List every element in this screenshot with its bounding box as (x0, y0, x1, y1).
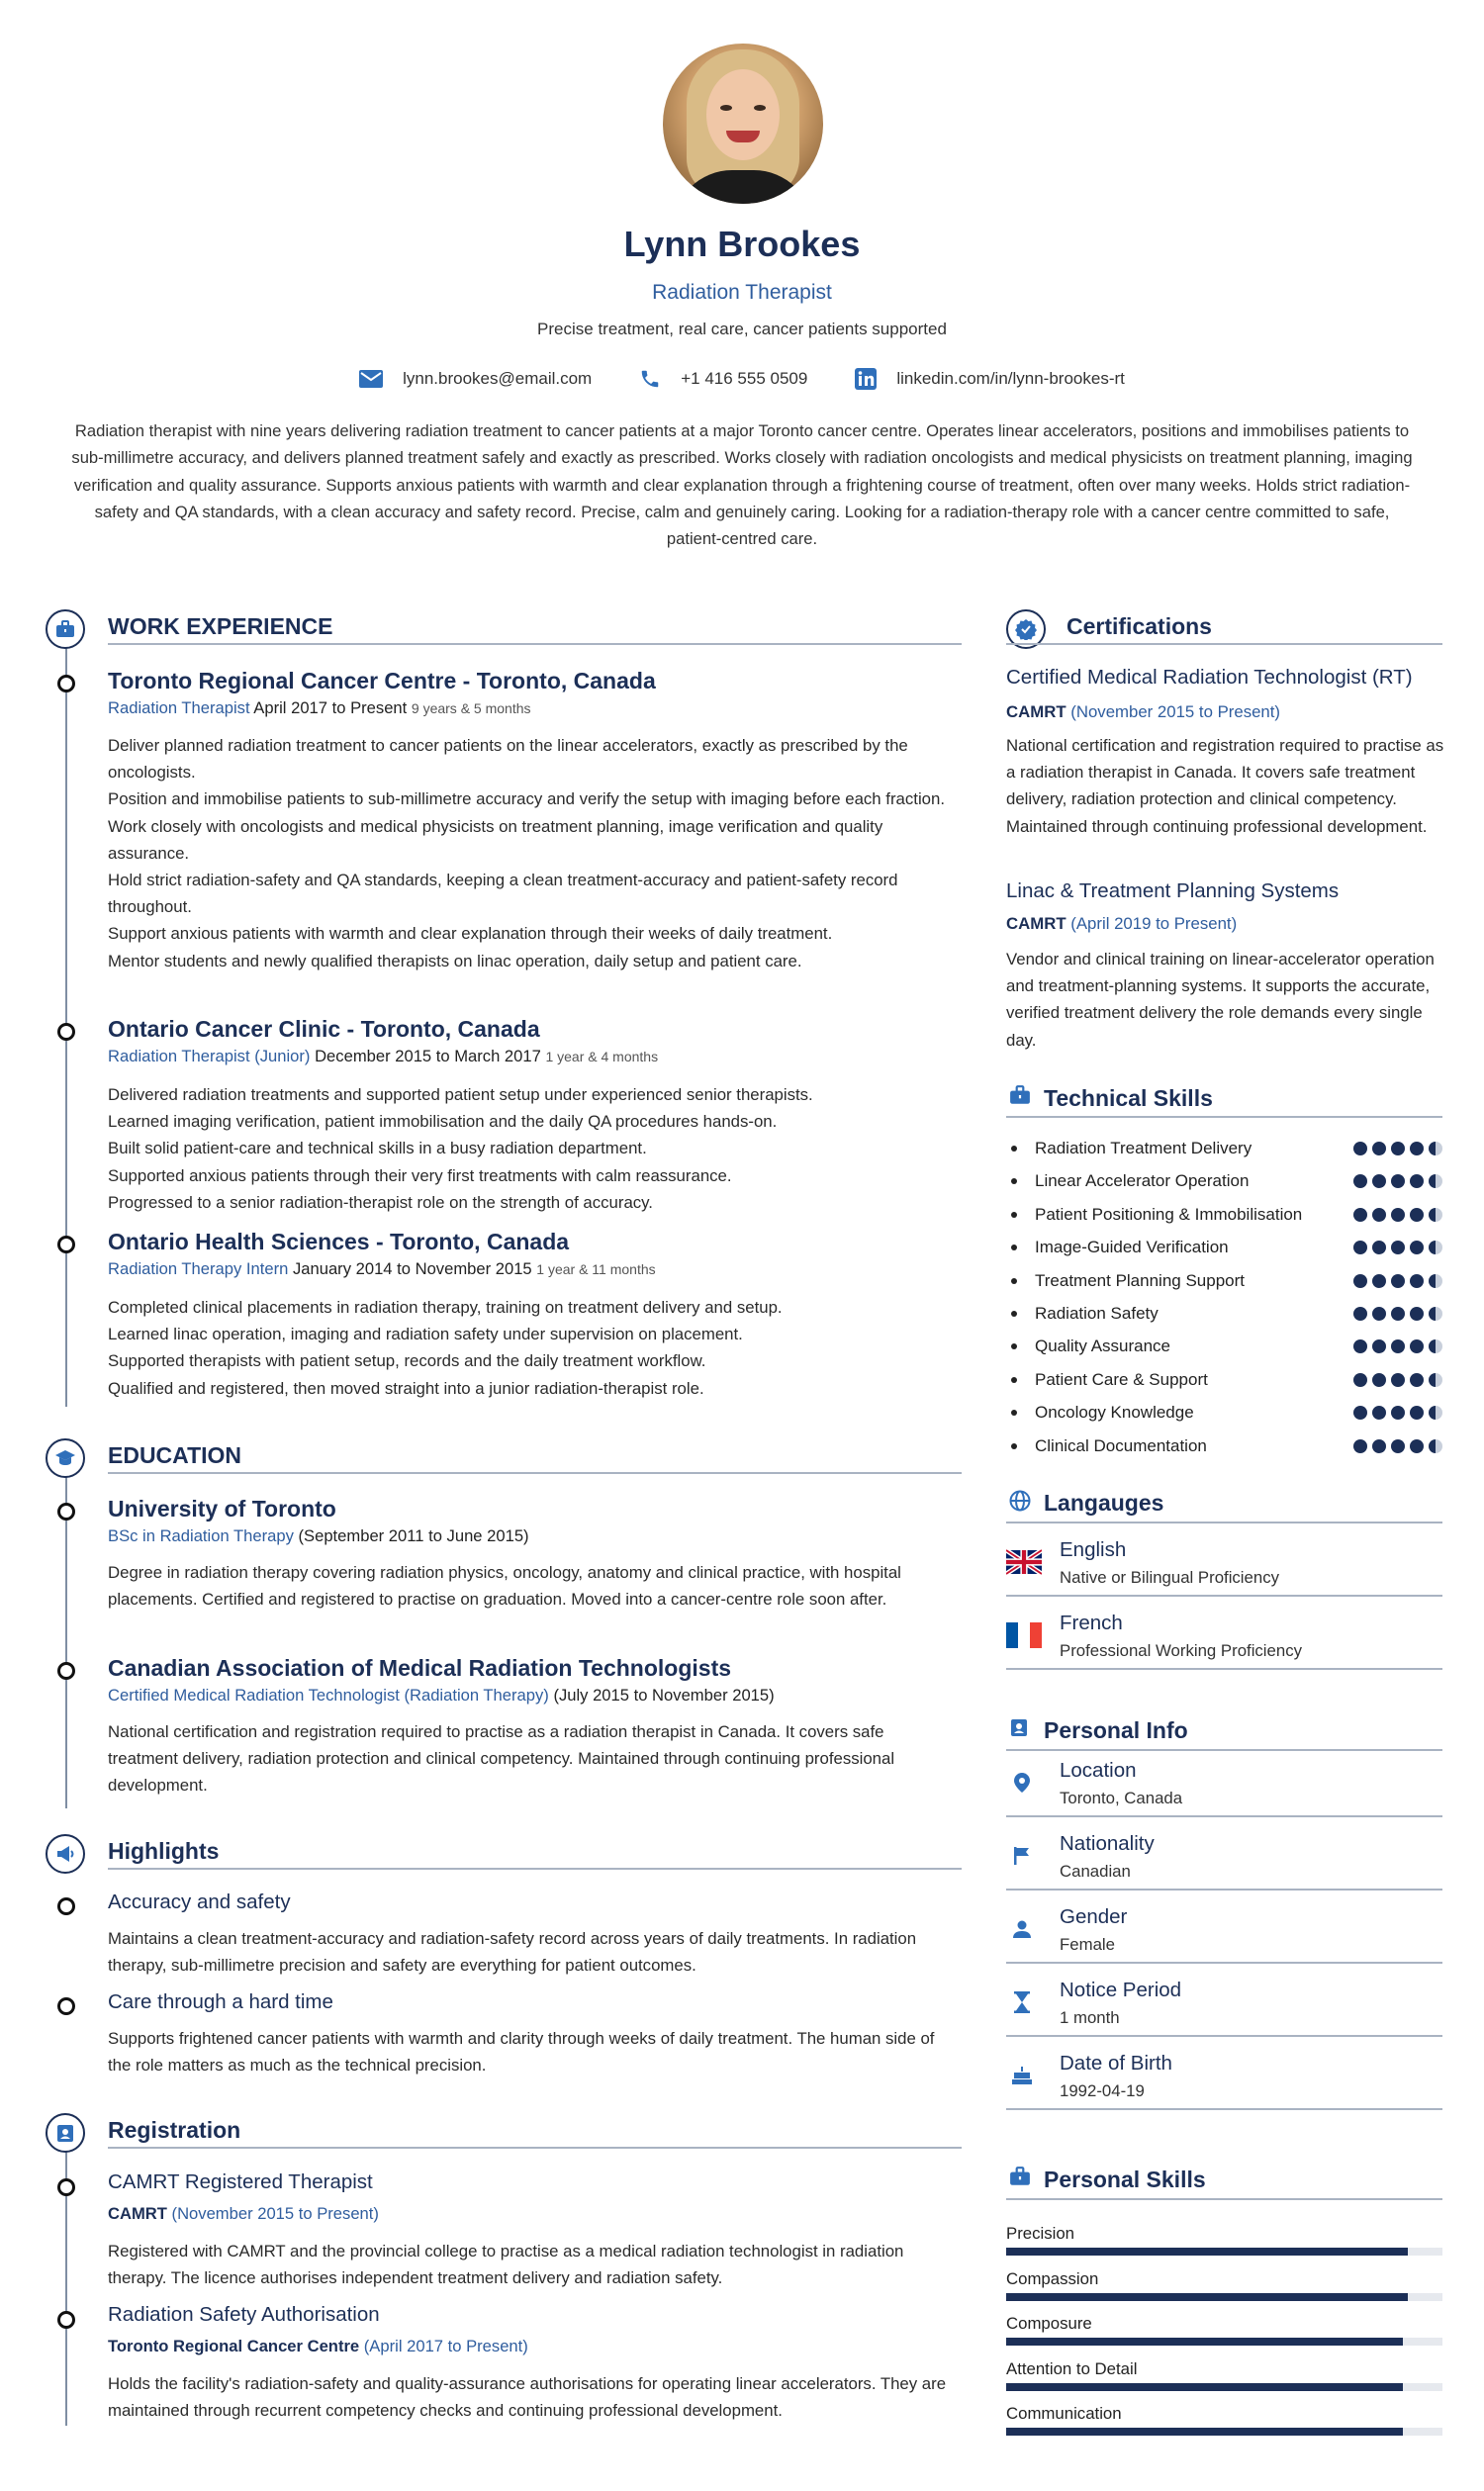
france-flag-icon (1006, 1622, 1042, 1648)
rating-dot (1353, 1241, 1367, 1254)
rating-dot (1429, 1373, 1442, 1387)
technical-skill-name: Treatment Planning Support (1035, 1270, 1245, 1290)
rating-dot (1372, 1241, 1386, 1254)
hourglass-icon (1009, 1989, 1035, 2015)
rating-dot (1410, 1241, 1424, 1254)
education-timeline (65, 1472, 67, 1808)
timeline-dot (57, 2311, 75, 2329)
rating-dot (1372, 1339, 1386, 1353)
timeline-dot (57, 1662, 75, 1680)
job-bullets (108, 1294, 959, 1402)
rating-dot (1429, 1208, 1442, 1222)
languages-icon (1009, 1490, 1031, 1517)
cake-icon (1009, 2063, 1035, 2088)
technical-skill-row (1011, 1168, 1442, 1194)
technical-skill-row (1011, 1202, 1442, 1228)
email-text: lynn.brookes@email.com (403, 369, 593, 388)
globe-icon (1009, 1490, 1031, 1512)
rating-dot (1429, 1439, 1442, 1453)
registration-title: CAMRT Registered Therapist (108, 2170, 373, 2193)
rating-dot (1410, 1373, 1424, 1387)
personal-skill-fill (1006, 2248, 1408, 2256)
linkedin-icon (855, 368, 877, 390)
rating-dot (1410, 1274, 1424, 1288)
technical-skill-name: Patient Positioning & Immobilisation (1035, 1204, 1303, 1224)
education-subline (108, 1526, 529, 1546)
rating-dot (1353, 1373, 1367, 1387)
personal-info-title: Personal Info (1044, 1717, 1188, 1743)
rating-dot (1410, 1439, 1424, 1453)
languages-title: Langauges (1044, 1490, 1164, 1516)
registration-body: Registered with CAMRT and the provincial college to practise as a medical radiation technologist in radiation therapy. The licence authorises independent treatment delivery and radiation safety. (108, 2242, 904, 2288)
info-label: Date of Birth (1060, 2052, 1172, 2075)
language-divider (1006, 1668, 1442, 1670)
skill-rating (1353, 1274, 1442, 1288)
registration-dates: (November 2015 to Present) (171, 2204, 379, 2223)
education-section-title: EDUCATION (108, 1442, 242, 1468)
technical-skill-name: Image-Guided Verification (1035, 1238, 1229, 1257)
personal-skill-bar (1006, 2428, 1442, 2436)
cert-subline (1006, 702, 1280, 722)
rating-dot (1410, 1406, 1424, 1420)
job-bullet: Progressed to a senior radiation-therapist role on the strength of accuracy. (108, 1192, 653, 1212)
info-divider (1006, 1889, 1442, 1891)
personal-skills-rule (1006, 2198, 1442, 2200)
contact-bar (0, 368, 1484, 390)
highlight-body: Maintains a clean treatment-accuracy and radiation-safety record across years of daily treatments. In radiation therapy, sub-millimetre precision and safety are everything for patient outcomes. (108, 1929, 917, 1976)
info-value: Female (1060, 1935, 1115, 1954)
location-pin-icon (1009, 1770, 1035, 1796)
person-icon (1009, 1916, 1035, 1942)
contact-linkedin[interactable] (855, 368, 1125, 390)
cert-body: Vendor and clinical training on linear-accelerator operation and treatment-planning systems. It supports the accurate, verified treatment delivery the role demands every single day. (1006, 950, 1435, 1050)
rating-dot (1372, 1439, 1386, 1453)
bullet (1011, 1178, 1017, 1184)
personal-skill-label: Precision (1006, 2224, 1075, 2243)
rating-dot (1410, 1339, 1424, 1353)
linkedin-text: linkedin.com/in/lynn-brookes-rt (896, 369, 1125, 388)
timeline-dot (57, 1503, 75, 1521)
job-bullet: Mentor students and newly qualified therapists on linac operation, daily setup and patient care. (108, 951, 802, 970)
job-title: Radiation Therapy Intern (108, 1259, 289, 1278)
id-badge-icon (56, 2123, 74, 2143)
candidate-role: Radiation Therapist (652, 281, 832, 304)
job-subline (108, 698, 531, 718)
certifications-section-title: Certifications (1067, 613, 1212, 639)
education-org: University of Toronto (108, 1496, 336, 1522)
job-duration: 9 years & 5 months (411, 700, 531, 716)
job-dates: April 2017 to Present (253, 698, 408, 717)
contact-email[interactable] (359, 368, 592, 390)
skill-rating (1353, 1373, 1442, 1387)
info-value: 1 month (1060, 2008, 1120, 2027)
work-section-icon (46, 609, 85, 649)
highlights-section-rule (108, 1868, 962, 1870)
job-bullet: Delivered radiation treatments and supported patient setup under experienced senior therapists. (108, 1085, 813, 1104)
languages-rule (1006, 1522, 1442, 1523)
personal-skill-fill (1006, 2338, 1403, 2346)
technical-skill-name: Linear Accelerator Operation (1035, 1171, 1250, 1191)
job-org: Ontario Health Sciences - Toronto, Canada (108, 1229, 570, 1254)
cert-issuer: CAMRT (1006, 702, 1067, 721)
rating-dot (1353, 1174, 1367, 1188)
job-bullet: Learned linac operation, imaging and radiation safety under supervision on placement. (108, 1325, 743, 1344)
technical-skill-row (1011, 1400, 1442, 1426)
rating-dot (1372, 1142, 1386, 1155)
skill-rating (1353, 1208, 1442, 1222)
job-duration: 1 year & 4 months (545, 1049, 659, 1064)
registration-section-title: Registration (108, 2117, 241, 2143)
rating-dot (1391, 1339, 1405, 1353)
personal-skill-bar (1006, 2338, 1442, 2346)
job-duration: 1 year & 11 months (536, 1261, 656, 1277)
rating-dot (1372, 1208, 1386, 1222)
rating-dot (1391, 1142, 1405, 1155)
rating-dot (1372, 1274, 1386, 1288)
job-subline (108, 1047, 658, 1066)
timeline-dot (57, 1997, 75, 2015)
job-title: Radiation Therapist (108, 698, 250, 717)
skill-rating (1353, 1142, 1442, 1155)
rating-dot (1372, 1307, 1386, 1321)
rating-dot (1391, 1307, 1405, 1321)
skill-rating (1353, 1241, 1442, 1254)
info-value: 1992-04-19 (1060, 2081, 1145, 2100)
rating-dot (1429, 1307, 1442, 1321)
briefcase-icon (1009, 2167, 1031, 2186)
technical-skill-row (1011, 1433, 1442, 1459)
info-value: Canadian (1060, 1862, 1131, 1881)
bullet (1011, 1443, 1017, 1449)
rating-dot (1410, 1174, 1424, 1188)
personal-skill-label: Composure (1006, 2314, 1092, 2333)
technical-skill-row (1011, 1334, 1442, 1359)
job-subline (108, 1259, 656, 1279)
email-icon (359, 370, 383, 388)
job-bullet: Support anxious patients with warmth and clear explanation through their weeks of daily treatment. (108, 924, 833, 944)
education-subline (108, 1686, 775, 1706)
skill-rating (1353, 1339, 1442, 1353)
technical-skill-row (1011, 1268, 1442, 1294)
highlight-title: Accuracy and safety (108, 1891, 291, 1913)
personal-info-rule (1006, 1749, 1442, 1751)
tagline: Precise treatment, real care, cancer patients supported (537, 320, 947, 338)
rating-dot (1391, 1406, 1405, 1420)
bullet (1011, 1311, 1017, 1317)
rating-dot (1353, 1406, 1367, 1420)
language-level: Professional Working Proficiency (1060, 1641, 1302, 1660)
job-bullet: Supported therapists with patient setup, records and the daily treatment workflow. (108, 1351, 706, 1371)
education-org: Canadian Association of Medical Radiation Technologists (108, 1655, 732, 1681)
job-bullet: Learned imaging verification, patient immobilisation and the daily QA procedures hands-on. (108, 1112, 778, 1132)
technical-skill-row (1011, 1136, 1442, 1161)
megaphone-icon (55, 1845, 75, 1863)
highlight-body: Supports frightened cancer patients with warmth and clarity through weeks of daily treatment. The human side of the role matters as much as the technical precision. (108, 2029, 935, 2076)
work-section-title: WORK EXPERIENCE (108, 613, 333, 639)
job-bullet: Qualified and registered, then moved straight into a junior radiation-therapist role. (108, 1378, 704, 1398)
technical-skill-name: Radiation Safety (1035, 1304, 1159, 1323)
info-divider (1006, 1962, 1442, 1964)
personal-skill-bar (1006, 2383, 1442, 2391)
info-divider (1006, 2108, 1442, 2110)
briefcase-icon (55, 620, 75, 638)
highlights-section-title: Highlights (108, 1838, 220, 1864)
personal-skill-bar (1006, 2248, 1442, 2256)
bullet (1011, 1146, 1017, 1152)
rating-dot (1391, 1274, 1405, 1288)
job-title: Radiation Therapist (Junior) (108, 1047, 311, 1065)
personal-skills-icon (1009, 2167, 1031, 2191)
rating-dot (1353, 1208, 1367, 1222)
contact-phone[interactable] (639, 368, 807, 390)
timeline-dot (57, 1236, 75, 1253)
info-divider (1006, 2035, 1442, 2037)
rating-dot (1353, 1142, 1367, 1155)
personal-skills-title: Personal Skills (1044, 2167, 1206, 2192)
job-dates: December 2015 to March 2017 (315, 1047, 541, 1065)
timeline-dot (57, 1023, 75, 1041)
personal-skill-fill (1006, 2293, 1408, 2301)
cert-issuer: CAMRT (1006, 914, 1067, 933)
rating-dot (1429, 1174, 1442, 1188)
technical-skills-icon (1009, 1085, 1031, 1110)
timeline-dot (57, 2178, 75, 2196)
rating-dot (1353, 1274, 1367, 1288)
info-value: Toronto, Canada (1060, 1789, 1183, 1807)
rating-dot (1372, 1406, 1386, 1420)
rating-dot (1410, 1307, 1424, 1321)
technical-skill-row (1011, 1235, 1442, 1260)
bullet (1011, 1212, 1017, 1218)
info-label: Nationality (1060, 1832, 1155, 1855)
education-dates: (September 2011 to June 2015) (298, 1526, 529, 1545)
cert-title: Certified Medical Radiation Technologist (RT) (1006, 666, 1413, 689)
flag-icon (1009, 1843, 1035, 1869)
rating-dot (1391, 1208, 1405, 1222)
briefcase-icon (1009, 1085, 1031, 1105)
cert-title: Linac & Treatment Planning Systems (1006, 879, 1340, 902)
technical-skill-row (1011, 1301, 1442, 1327)
phone-text: +1 416 555 0509 (681, 369, 808, 388)
job-bullet: Work closely with oncologists and medical physicists on treatment planning, image verification and quality assurance. (108, 816, 883, 863)
registration-issuer: CAMRT (108, 2204, 167, 2223)
personal-skill-label: Communication (1006, 2404, 1122, 2423)
cert-dates: (April 2019 to Present) (1070, 914, 1238, 933)
job-bullet: Hold strict radiation-safety and QA standards, keeping a clean treatment-accuracy and patient-safety record throughout. (108, 871, 898, 917)
education-dates: (July 2015 to November 2015) (553, 1686, 775, 1705)
technical-skill-name: Quality Assurance (1035, 1337, 1171, 1356)
language-name: English (1060, 1538, 1127, 1561)
rating-dot (1429, 1142, 1442, 1155)
technical-skill-row (1011, 1367, 1442, 1393)
skill-rating (1353, 1439, 1442, 1453)
skill-rating (1353, 1406, 1442, 1420)
cert-subline (1006, 914, 1237, 934)
technical-skills-rule (1006, 1116, 1442, 1118)
language-level: Native or Bilingual Proficiency (1060, 1568, 1279, 1587)
technical-skill-name: Clinical Documentation (1035, 1435, 1207, 1455)
rating-dot (1429, 1406, 1442, 1420)
certifications-section-rule (1006, 643, 1442, 645)
work-section-rule (108, 643, 962, 645)
rating-dot (1353, 1439, 1367, 1453)
registration-section-icon (46, 2113, 85, 2153)
rating-dot (1372, 1373, 1386, 1387)
rating-dot (1391, 1241, 1405, 1254)
cert-dates: (November 2015 to Present) (1070, 702, 1280, 721)
personal-skill-label: Compassion (1006, 2268, 1099, 2288)
job-bullets (108, 1081, 959, 1216)
info-label: Location (1060, 1759, 1137, 1782)
phone-icon (639, 368, 661, 390)
language-divider (1006, 1595, 1442, 1597)
bullet (1011, 1377, 1017, 1383)
registration-section-rule (108, 2147, 962, 2149)
personal-info-icon (1009, 1717, 1029, 1742)
personal-skill-fill (1006, 2428, 1403, 2436)
education-degree: Certified Medical Radiation Technologist (Radiation Therapy) (108, 1686, 549, 1705)
registration-subline (108, 2337, 528, 2356)
registration-title: Radiation Safety Authorisation (108, 2303, 380, 2326)
rating-dot (1391, 1174, 1405, 1188)
rating-dot (1353, 1339, 1367, 1353)
job-bullet: Built solid patient-care and technical skills in a busy radiation department. (108, 1139, 647, 1158)
rating-dot (1410, 1142, 1424, 1155)
job-org: Ontario Cancer Clinic - Toronto, Canada (108, 1016, 540, 1042)
info-label: Gender (1060, 1905, 1128, 1928)
registration-dates: (April 2017 to Present) (363, 2337, 528, 2355)
highlight-title: Care through a hard time (108, 1990, 333, 2013)
technical-skill-name: Oncology Knowledge (1035, 1403, 1194, 1423)
personal-skill-fill (1006, 2383, 1403, 2391)
registration-issuer: Toronto Regional Cancer Centre (108, 2337, 360, 2355)
education-degree: BSc in Radiation Therapy (108, 1526, 294, 1545)
job-dates: January 2014 to November 2015 (292, 1259, 532, 1278)
bullet (1011, 1278, 1017, 1284)
technical-skills-title: Technical Skills (1044, 1085, 1213, 1111)
job-bullets (108, 732, 959, 974)
rating-dot (1353, 1307, 1367, 1321)
job-bullet: Completed clinical placements in radiation therapy, training on treatment delivery and setup. (108, 1298, 783, 1317)
education-body: National certification and registration required to practise as a radiation therapist in Canada. It covers safe treatment delivery, radiation protection and clinical competency. Maintained through continuing professional development. (108, 1722, 895, 1796)
uk-flag-icon (1006, 1549, 1042, 1575)
id-badge-icon (1009, 1717, 1029, 1737)
language-name: French (1060, 1612, 1123, 1634)
profile-photo (663, 44, 823, 204)
registration-body: Holds the facility's radiation-safety and quality-assurance authorisations for operating linear accelerators. They are maintained through recurrent competency checks and continuing professional development. (108, 2374, 947, 2421)
rating-dot (1429, 1339, 1442, 1353)
technical-skill-name: Patient Care & Support (1035, 1369, 1208, 1389)
rating-dot (1391, 1439, 1405, 1453)
highlights-section-icon (46, 1834, 85, 1874)
job-bullet: Supported anxious patients through their very first treatments with calm reassurance. (108, 1165, 732, 1185)
cert-body: National certification and registration required to practise as a radiation therapist in Canada. It covers safe treatment delivery, radiation protection and clinical competency. Maintained through continuing professional development. (1006, 736, 1444, 836)
rating-dot (1429, 1241, 1442, 1254)
personal-skill-bar (1006, 2293, 1442, 2301)
job-bullet: Position and immobilise patients to sub-millimetre accuracy and verify the setup with imaging before each fraction. (108, 789, 945, 809)
timeline-dot (57, 1897, 75, 1915)
info-label: Notice Period (1060, 1979, 1182, 2001)
bullet (1011, 1410, 1017, 1416)
rating-dot (1429, 1274, 1442, 1288)
verified-badge-icon (1015, 618, 1037, 640)
education-section-rule (108, 1472, 962, 1474)
job-org: Toronto Regional Cancer Centre - Toronto, Canada (108, 668, 656, 693)
job-bullet: Deliver planned radiation treatment to cancer patients on the linear accelerators, exactly as prescribed by the oncologists. (108, 736, 908, 783)
personal-skill-label: Attention to Detail (1006, 2358, 1138, 2378)
graduation-cap-icon (54, 1449, 76, 1467)
rating-dot (1410, 1208, 1424, 1222)
summary: Radiation therapist with nine years delivering radiation treatment to cancer patients at a major Toronto cancer centre. Operates linear accelerators, positions and immobilises patients to sub-millimetre accuracy, and delivers planned treatment safely and exactly as prescribed. Works closely with radiation oncologists and medical physicists on treatment planning, imaging verification and quality assurance. Supports anxious patients with warmth and clear explanation through a frightening course of treatment, often over many weeks. Holds strict radiation-safety and QA standards, with a clean accuracy and safety record. Precise, calm and genuinely caring. Looking for a radiation-therapy role with a cancer centre committed to safe, patient-centred care. (71, 421, 1413, 549)
candidate-name: Lynn Brookes (623, 224, 861, 264)
technical-skill-name: Radiation Treatment Delivery (1035, 1139, 1252, 1157)
skill-rating (1353, 1307, 1442, 1321)
education-section-icon (46, 1438, 85, 1478)
timeline-dot (57, 675, 75, 692)
bullet (1011, 1245, 1017, 1250)
rating-dot (1372, 1174, 1386, 1188)
bullet (1011, 1343, 1017, 1349)
skill-rating (1353, 1174, 1442, 1188)
info-divider (1006, 1815, 1442, 1817)
education-body: Degree in radiation therapy covering radiation physics, oncology, anatomy and clinical practice, with hospital placements. Certified and registered to practise on graduation. Moved into a cancer-centre role soon after. (108, 1563, 901, 1610)
registration-subline (108, 2204, 379, 2224)
rating-dot (1391, 1373, 1405, 1387)
